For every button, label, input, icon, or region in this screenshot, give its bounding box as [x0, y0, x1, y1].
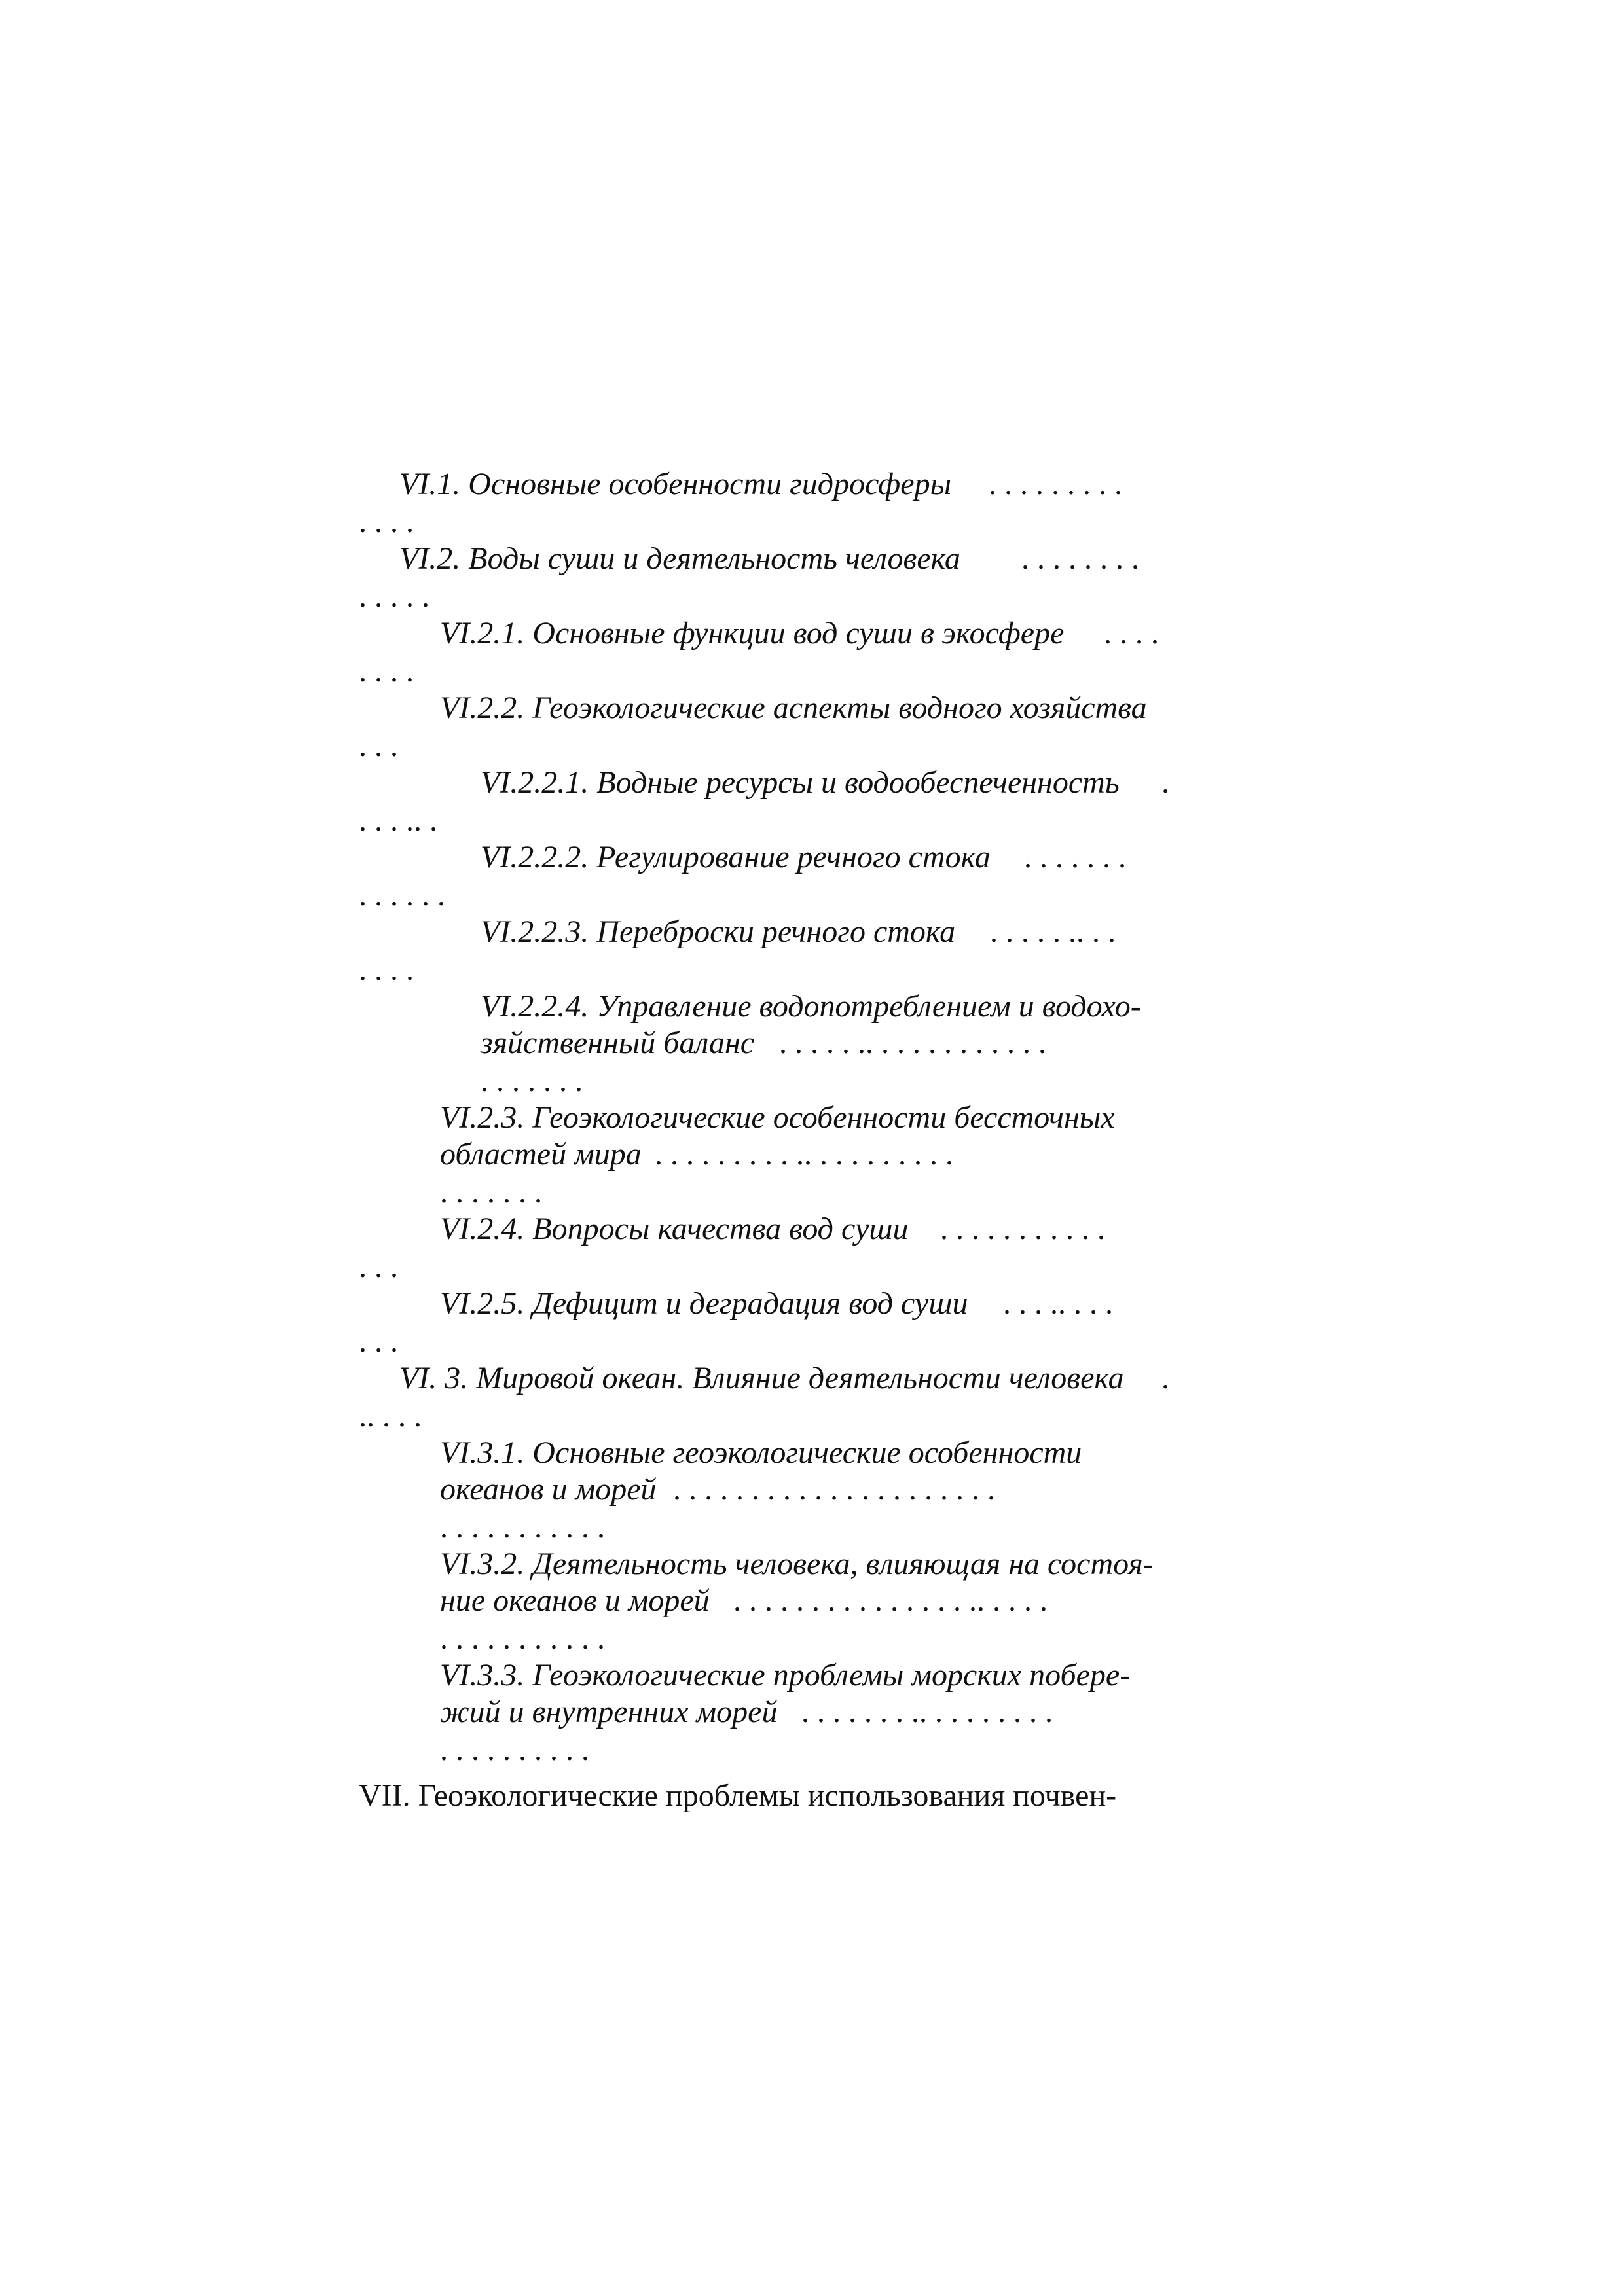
- toc-entry-title[interactable]: VI.3.3. Геоэкологические проблемы морских побере-: [440, 1658, 1131, 1693]
- toc-leader-dots: .: [1161, 1361, 1169, 1395]
- toc-leader-dots: . . . . . . . . .: [989, 467, 1122, 501]
- toc-leader-dots: . . . . . . . .: [1021, 541, 1139, 576]
- toc-leader-dots: . . . . . . . . . . . . . . . .. . . . .: [733, 1583, 1048, 1618]
- toc-entry-title[interactable]: VI.2.2.3. Переброски речного стока: [481, 914, 956, 949]
- toc-leader-dots: . . . .. . . .: [1003, 1286, 1113, 1321]
- toc-entry-title[interactable]: VI. 3. Мировой океан. Влияние деятельности человека: [399, 1361, 1124, 1395]
- toc-entry-title[interactable]: VI.2.2. Геоэкологические аспекты водного хозяйства: [440, 691, 1147, 725]
- toc-entry-title[interactable]: VI.3.2. Деятельность человека, влияющая на состоя-: [440, 1547, 1154, 1581]
- toc-leader-dots: . . . . . . . . . . . . . . . . . . . . .: [673, 1472, 995, 1507]
- toc-leader-wrap: . . . . . . . . . . .: [440, 1621, 605, 1656]
- toc-leader-dots: . . . . . .. . . . . . . . . . . .: [779, 1026, 1046, 1060]
- toc-entry-title-continuation[interactable]: океанов и морей: [440, 1472, 657, 1507]
- toc-leader-wrap: . . . . . . .: [481, 1064, 583, 1098]
- toc-leader-wrap: . . .: [359, 1324, 398, 1359]
- toc-leader-wrap: .. . . .: [359, 1399, 422, 1433]
- toc-leader-wrap: . . . . . .: [359, 878, 445, 912]
- toc-leader-dots: . . . . . .. . .: [990, 914, 1116, 949]
- toc-leader-wrap: . . . .. .: [359, 803, 437, 838]
- toc-leader-dots: . . . . . . . . . .. . . . . . . . . .: [655, 1137, 953, 1172]
- toc-entry-title-continuation[interactable]: областей мира: [440, 1137, 642, 1172]
- toc-chapter-heading[interactable]: VII. Геоэкологические проблемы использования почвен-: [359, 1778, 1117, 1813]
- toc-entry-title-continuation[interactable]: жий и внутренних морей: [440, 1695, 778, 1729]
- toc-entry-title[interactable]: VI.1. Основные особенности гидросферы: [399, 467, 952, 501]
- toc-entry-title[interactable]: VI.2.2.4. Управление водопотреблением и водохо-: [481, 989, 1141, 1024]
- toc-entry-title-continuation[interactable]: ние океанов и морей: [440, 1583, 710, 1618]
- toc-leader-dots: . . . .: [1104, 616, 1159, 651]
- toc-leader-wrap: . . . .: [359, 654, 414, 689]
- toc-leader-wrap: . . . . . . . . . . .: [440, 1510, 605, 1545]
- toc-entry-title[interactable]: VI.2.5. Дефицит и деградация вод суши: [440, 1286, 968, 1321]
- toc-leader-dots: . . . . . . . . . . .: [940, 1211, 1105, 1246]
- toc-entry-title[interactable]: VI.3.1. Основные геоэкологические особенности: [440, 1435, 1082, 1470]
- toc-leader-wrap: . . . . . . . . . .: [440, 1732, 589, 1767]
- toc-leader-wrap: . . .: [359, 728, 398, 763]
- toc-leader-dots: . . . . . . . .. . . . . . . . .: [801, 1695, 1053, 1729]
- toc-entry-title[interactable]: VI.2.1. Основные функции вод суши в экосфере: [440, 616, 1065, 651]
- toc-leader-wrap: . . . . . . .: [440, 1175, 542, 1210]
- toc-leader-dots: . . . . . . .: [1024, 840, 1126, 874]
- toc-leader-wrap: . . .: [359, 1249, 398, 1284]
- toc-entry-title-continuation[interactable]: зяйственный баланс: [481, 1026, 755, 1060]
- toc-entry-title[interactable]: VI.2.2.2. Регулирование речного стока: [481, 840, 991, 874]
- toc-entry-title[interactable]: VI.2. Воды суши и деятельность человека: [399, 541, 960, 576]
- toc-leader-dots: .: [1161, 765, 1169, 800]
- toc-entry-title[interactable]: VI.2.3. Геоэкологические особенности бессточных: [440, 1100, 1115, 1135]
- toc-entry-title[interactable]: VI.2.4. Вопросы качества вод суши: [440, 1211, 909, 1246]
- toc-leader-wrap: . . . .: [359, 505, 414, 539]
- toc-leader-wrap: . . . .: [359, 952, 414, 987]
- toc-entry-title[interactable]: VI.2.2.1. Водные ресурсы и водообеспеченность: [481, 765, 1120, 800]
- toc-leader-wrap: . . . . .: [359, 579, 429, 614]
